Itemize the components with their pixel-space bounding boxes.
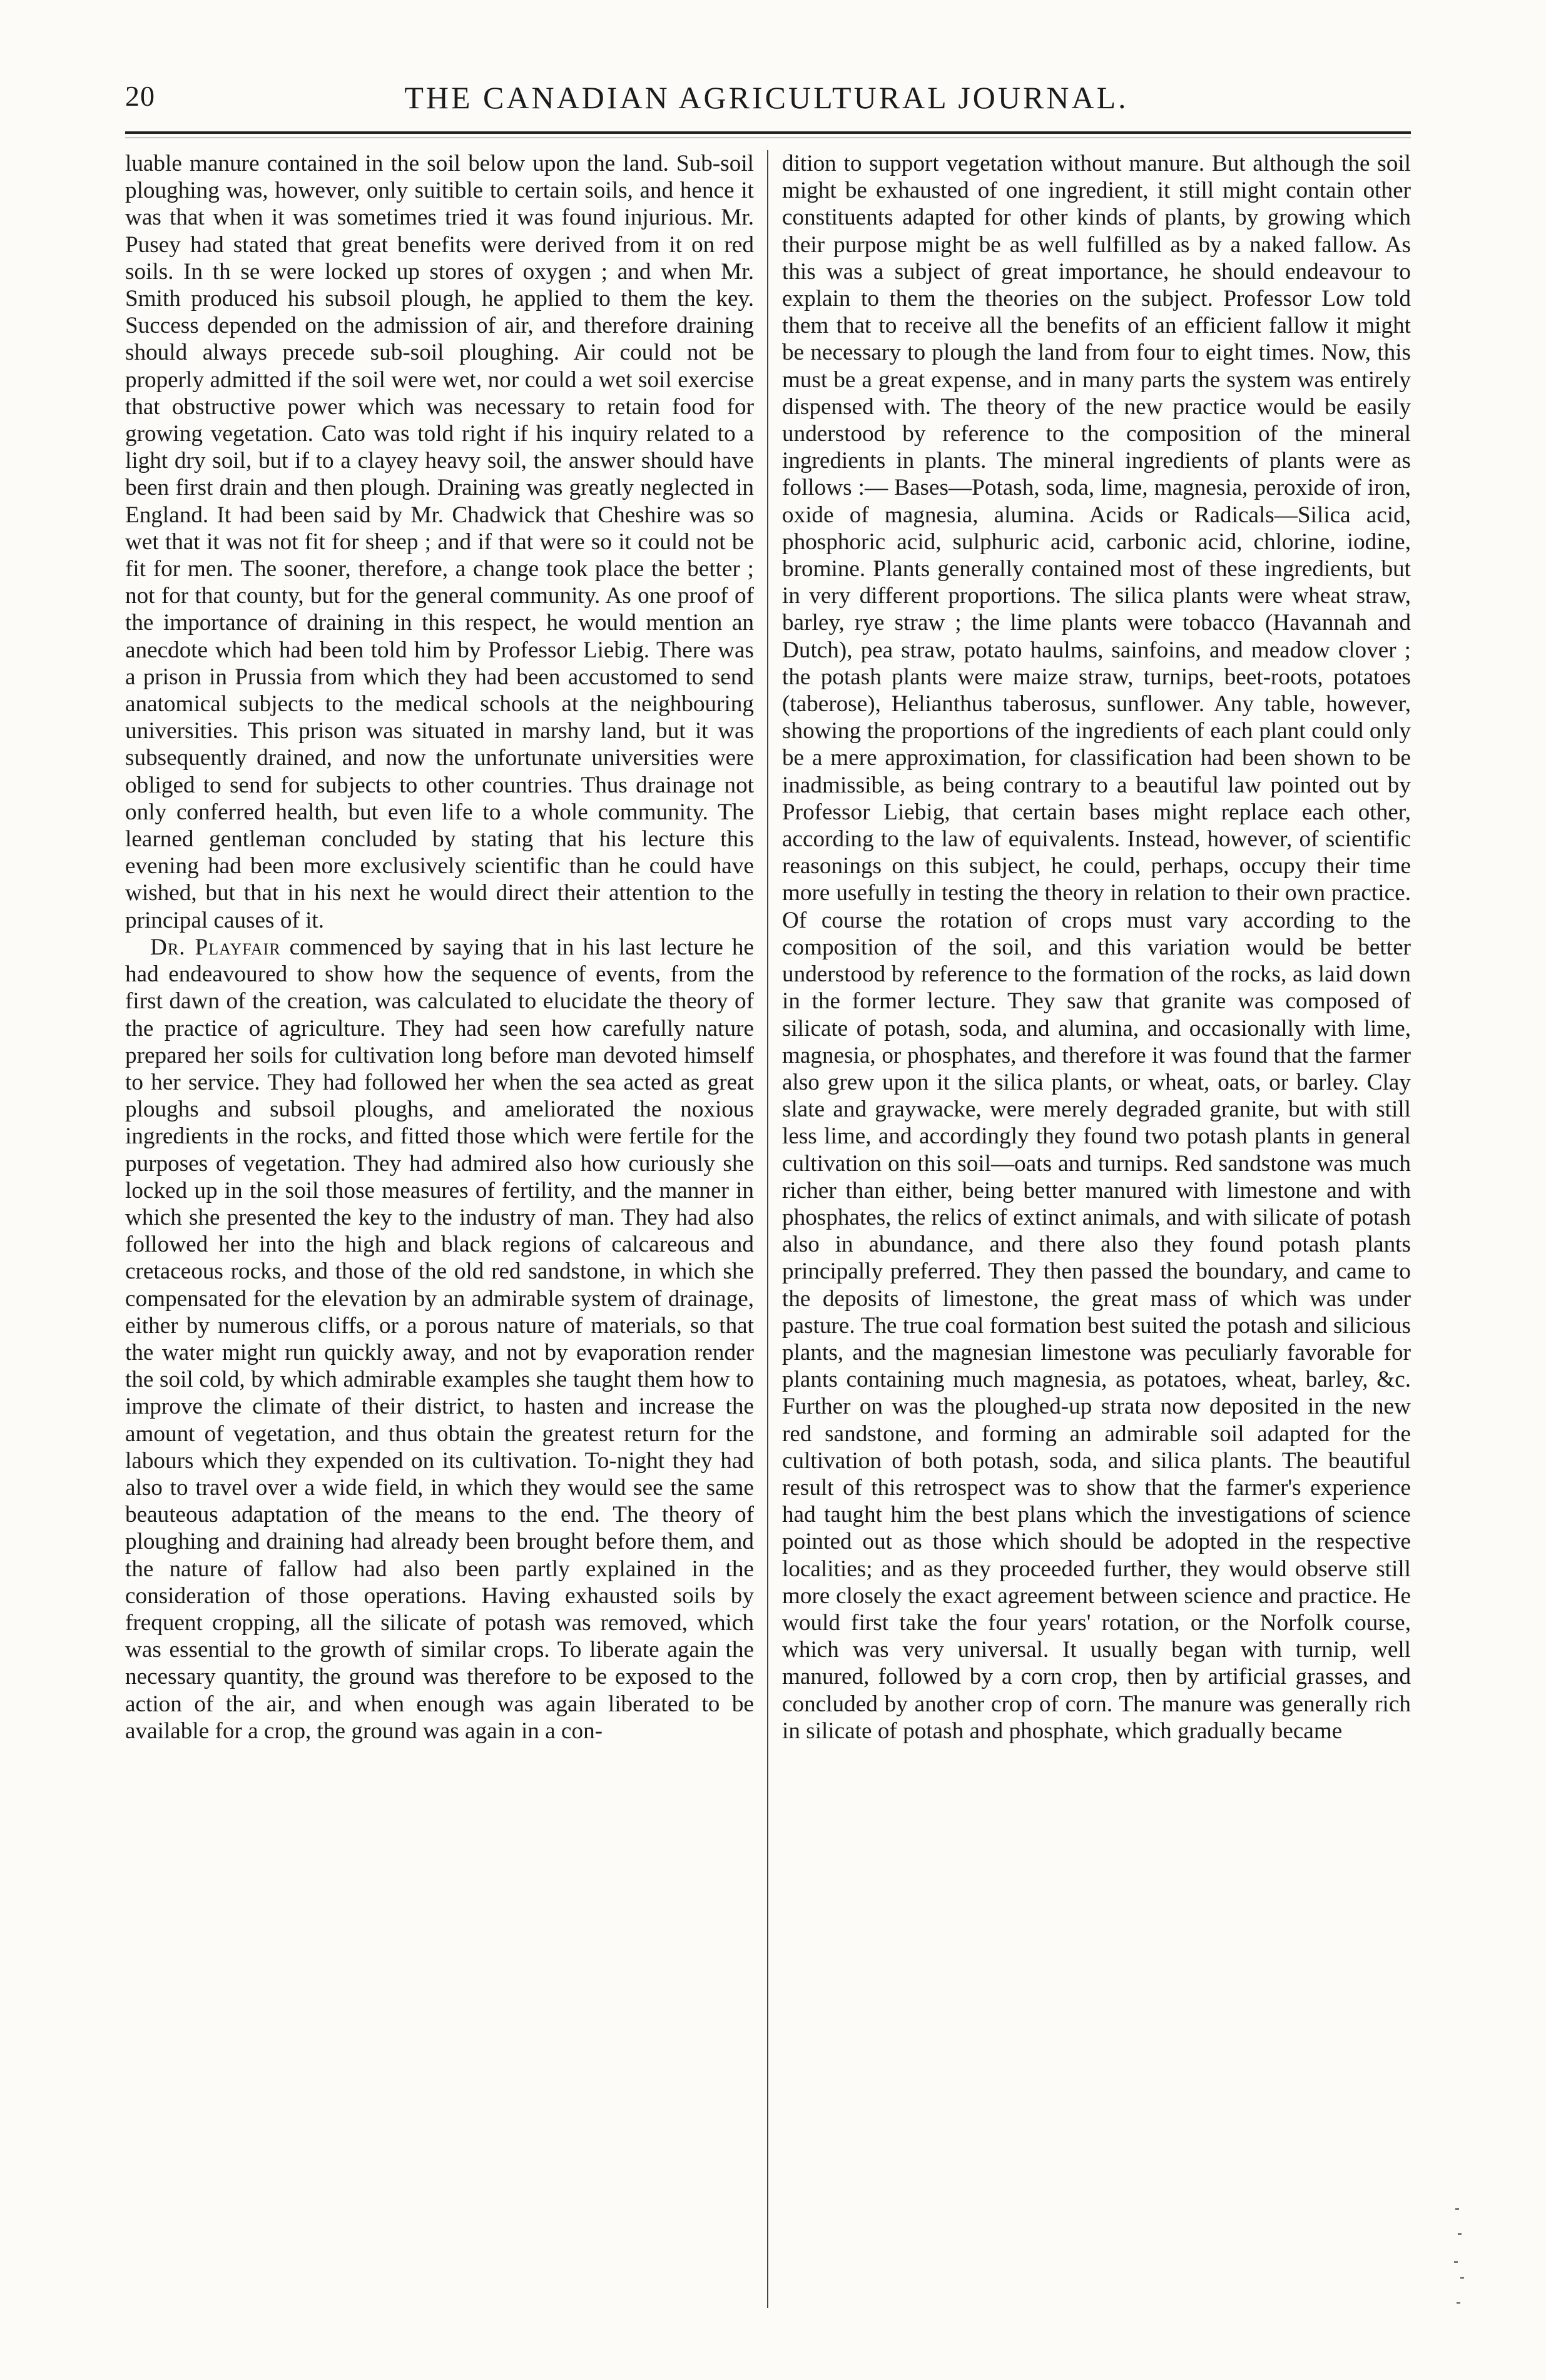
article-columns [125,150,1411,2346]
margin-marks [1452,2202,1477,2327]
header-rule [125,131,1411,134]
page-header [125,66,1408,134]
speaker-name: Dr. Playfair [150,934,281,960]
left-paragraph-2-text: commenced by saying that in his last lecture he had endeavoured to show how the sequence of events, from the first dawn of the creation, was calculated to elucidate the theory of the practice of agriculture. They had seen how carefully nature prepared her soils for cultivation long before man devoted himself to her service. They had followed her when the sea acted as great ploughs and subsoil ploughs, and ameliorated the noxious ingredients in the rocks, and fitted those which were fertile for the purposes of vegetation. They had admired also how curiously she locked up in the soil those measures of fertility, and the manner in which she presented the key to the industry of man. They had also followed her into the high and black regions of calcareous and cretaceous rocks, and those of the old red sandstone, in which she compensated for the elevation by an admirable system of drainage, either by numerous cliffs, or a porous nature of materials, so that the water might run quickly away, and not by evaporation render the soil cold, by which admirable examples she taught them how to improve the climate of their district, to hasten and increase the amount of vegetation, and thus obtain the greatest return for the labours which they expended on its cultivation. To-night they had also to travel over a wide field, in which they would see the same beauteous adaptation of the means to the end. The theory of ploughing and draining had already been brought before them, and the nature of fallow had also been partly explained in the consideration of those operations. Having exhausted soils by frequent cropping, all the silicate of potash was removed, which was essential to the growth of similar crops. To liberate again the necessary quantity, the ground was therefore to be exposed to the action of the air, and when enough was again liberated to be available for a crop, the ground was again in a con- [125,934,754,1744]
column-divider [767,150,768,2308]
right-paragraph-1: dition to support vegetation without manure. But although the soil might be exhausted of one ingredient, it still might contain other constituents adapted for other kinds of plants, by growing which their purpose might be as well fulfilled as by a naked fallow. As this was a subject of great importance, he should endeavour to explain to them the theories on the subject. Professor Low told them that to receive all the benefits of an efficient fallow it might be necessary to plough the land from four to eight times. Now, this must be a great expense, and in many parts the system was entirely dispensed with. The theory of the new practice would be easily understood by reference to the composition of the mineral ingredients in plants. The mineral ingredients of plants were as follows :— Bases—Potash, soda, lime, magnesia, peroxide of iron, oxide of magnesia, alumina. Acids or Radicals—Silica acid, phosphoric acid, sulphuric acid, carbonic acid, chlorine, iodine, bromine. Plants generally contained most of these ingredients, but in very different proportions. The silica plants were wheat straw, barley, rye straw ; the lime plants were tobacco (Havannah and Dutch), pea straw, potato haulms, sainfoins, and meadow clover ; the potash plants were maize straw, turnips, beet-roots, potatoes (taberose), Helianthus taberosus, sunflower. Any table, however, showing the proportions of the ingredients of each plant could only be a mere approximation, for classification had been shown to be inadmissible, as being contrary to a beautiful law pointed out by Professor Liebig, that certain bases might replace each other, according to the law of equivalents. Instead, however, of scientific reasonings on this subject, he could, perhaps, occupy their time more usefully in testing the theory in relation to their own practice. Of course the rotation of crops must vary according to the composition of the soil, and this variation would be better understood by reference to the formation of the rocks, as laid down in the former lecture. They saw that granite was composed of silicate of potash, soda, and alumina, and occasionally with lime, magnesia, or phosphates, and therefore it was found that the farmer also grew upon it the silica plants, or wheat, oats, or barley. Clay slate and graywacke, were merely degraded granite, but with still less lime, and accordingly they found two potash plants in general cultivation on this soil—oats and turnips. Red sandstone was much richer than either, being better manured with limestone and with phosphates, the relics of extinct animals, and with silicate of potash also in abundance, and there also they found potash plants principally preferred. They then passed the boundary, and came to the deposits of limestone, the great mass of which was under pasture. The true coal formation best suited the potash and silicious plants, and the magnesian limestone was peculiarly favorable for plants containing much magnesia, as potatoes, wheat, barley, &c. Further on was the ploughed-up strata now deposited in the new red sandstone, and forming an admirable soil adapted for the cultivation of both potash, soda, and silica plants. The beautiful result of this retrospect was to show that the farmer's experience had taught him the best plans which the investigations of science pointed out as those which should be adopted in the respective localities; and as they proceeded further, they would observe still more closely the exact agreement between science and practice. He would first take the four years' rotation, or the Norfolk course, which was very universal. It usually began with turnip, well manured, followed by a corn crop, then by artificial grasses, and concluded by another crop of corn. The manure was generally rich in silicate of potash and phosphate, which gradually became [782,151,1411,1744]
left-paragraph-2 [125,934,754,1744]
page-number: 20 [125,80,155,112]
left-paragraph-1: luable manure contained in the soil below upon the land. Sub-soil ploughing was, however, only suitible to certain soils, and hence it was that when it was sometimes tried it was found injurious. Mr. Pusey had stated that great benefits were derived from it on red soils. In th se were locked up stores of oxygen ; and when Mr. Smith produced his subsoil plough, he applied to them the key. Success depended on the admission of air, and therefore draining should always precede sub-soil ploughing. Air could not be properly admitted if the soil were wet, nor could a wet soil exercise that obstructive power which was necessary to retain food for growing vegetation. Cato was told right if his inquiry related to a light dry soil, but if to a clayey heavy soil, the answer should have been first drain and then plough. Draining was greatly neglected in England. It had been said by Mr. Chadwick that Cheshire was so wet that it was not fit for sheep ; and if that were so it could not be fit for men. The sooner, therefore, a change took place the better ; not for that county, but for the general community. As one proof of the importance of draining in this respect, he would mention an anecdote which had been told him by Professor Liebig. There was a prison in Prussia from which they had been accustomed to send anatomical subjects to the medical schools at the neighbouring universities. This prison was situated in marshy land, but it was subsequently drained, and now the unfortunate universities were obliged to send for subjects to other countries. Thus drainage not only conferred health, but even life to a whole community. The learned gentleman concluded by stating that his lecture this evening had been more exclusively scientific than he could have wished, but that in his next he would direct their attention to the principal causes of it. [125,151,754,933]
left-column [125,150,754,2346]
right-column [782,150,1411,2346]
journal-title: THE CANADIAN AGRICULTURAL JOURNAL. [404,80,1129,115]
